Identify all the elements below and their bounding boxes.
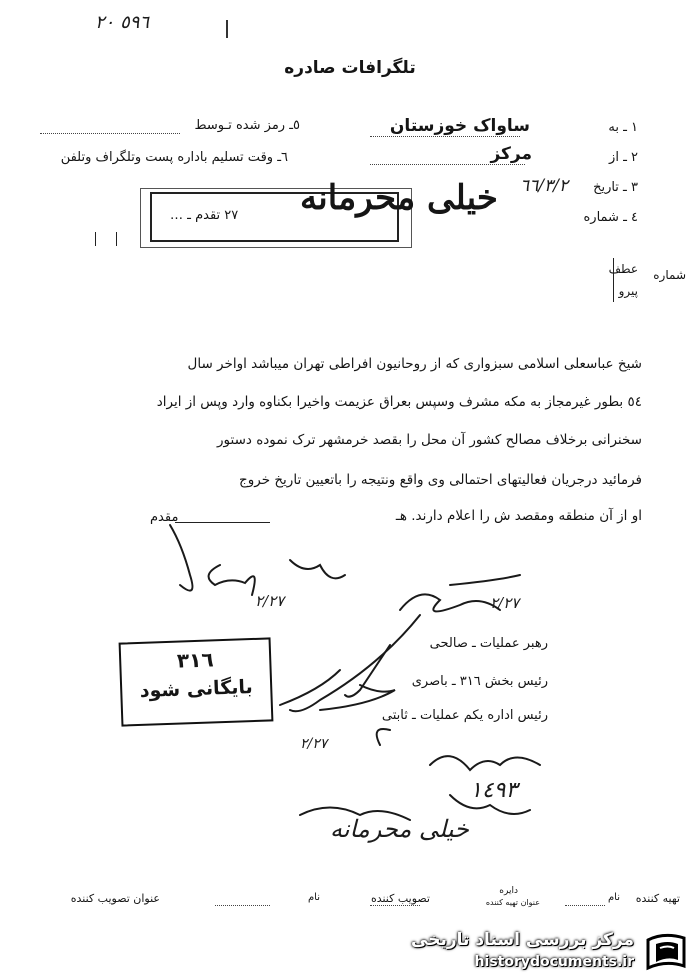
footer-name-2: نام [307,892,320,903]
archive-stamp-number: ٣١٦ [176,647,214,673]
archive-handwritten-date: ٢/٢٧ [300,736,328,752]
from-dotline [370,164,525,165]
body-line-3: سخنرانی برخلاف مصالح کشور آن محل را بقصد خرمشهر ترک نموده دستور [217,432,642,448]
archive-handwritten-number: ١٤٩٣ [470,778,518,803]
cipher-label: ٥ـ رمز شده تـوسط [194,118,300,133]
to-value: ساواک خوزستان [389,116,530,136]
body-line-5: او از آن منطقه ومقصد ش را اعلام دارند. هـ [395,508,642,524]
number-label: ٤ ـ شماره [583,210,638,225]
from-label: ٢ ـ از [609,150,638,165]
body-line-1: شیخ عباسعلی اسلامی سبزواری که از روحانیون افراطی تهران میباشد اواخر سال [187,356,642,372]
body-line-2: ٥٤ بطور غیرمجاز به مکه مشرف وسپس بعراق عزیمت واخیرا بکناوه وارد وپس از ایراد [156,394,642,410]
date-label: ٣ ـ تاریخ [593,180,638,195]
archive-stamp-text: بایگانی شود [139,676,254,702]
book-logo-icon [644,932,688,972]
to-label: ١ ـ به [608,120,638,135]
footer-approved-by: تصویب کننده [370,892,430,905]
corner-handwritten-number: ٥٩٦ ٢٠ [95,12,150,33]
archive-stamp [119,637,274,726]
sig1-date: ٢/٢٧ [255,592,285,610]
reference-label: شماره [653,268,686,282]
from-value: مرکز [490,144,532,164]
body-line-4: فرمائید درجریان فعالیتهای احتمالی وی واقع ونتیجه را باتعیین تاریخ خروج [239,472,642,488]
moqaddam-label: مقدم [150,510,179,525]
stamp-text: ٢٧ تقدم ـ … [170,208,239,223]
signatory-1: رهبر عملیات ـ صالحی [429,636,548,651]
delivery-label: ٦ـ وقت تسلیم باداره پست وتلگراف وتلفن [60,150,288,165]
to-dotline [370,136,520,137]
footer-dotline-2 [370,905,420,906]
reference-divider [613,258,614,302]
date-value: ٦٦/٣/٢ [520,176,568,196]
watermark-title: مرکز بررسی اسناد تاریخی [411,930,634,950]
sig2-date: ٢/٢٧ [490,594,520,612]
document-title: تلگرافات صادره [284,58,416,78]
reference-peyro: پیرو [618,284,638,298]
footer-prepared-title: عنوان تهیه کننده [485,898,540,907]
watermark-url: historydocuments.ir [474,954,634,970]
signatory-2: رئیس بخش ٣١٦ ـ باصری [411,674,548,689]
vertical-tick [95,232,96,246]
footer-dotline-3 [215,905,270,906]
footer-approver-title: عنوان تصویب کننده [70,892,160,905]
corner-mark [226,20,228,38]
cipher-dotline [40,133,180,134]
footer-name-1: نام [607,892,620,903]
reference-atf: عطف [608,262,638,276]
footer-prepared-by: تهیه کننده [635,892,680,905]
classification-stamp: خیلی محرمانه [300,178,498,218]
footer-dotline-1 [565,905,605,906]
vertical-tick [116,232,117,246]
site-watermark [388,928,688,976]
signatory-3: رئیس اداره یکم عملیات ـ ثابتی [381,708,548,723]
handwritten-classification: خیلی محرمانه [330,815,469,843]
footer-department: دایره [499,886,518,896]
